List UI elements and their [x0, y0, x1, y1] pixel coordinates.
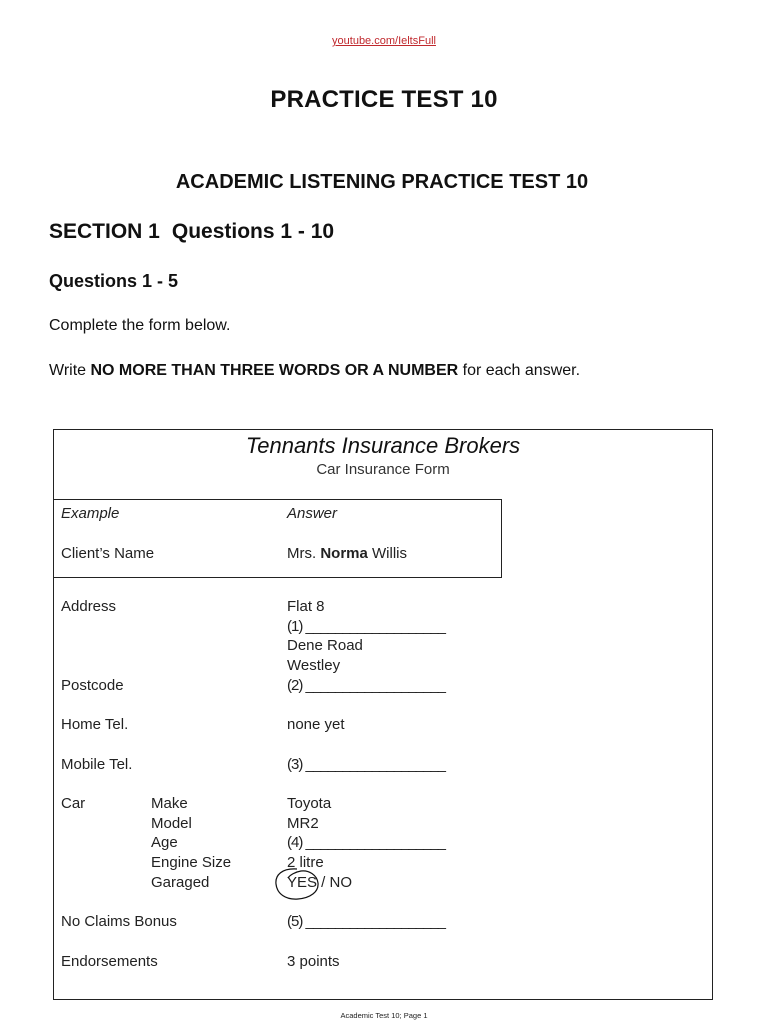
instruction-post: for each answer. [458, 362, 581, 379]
mobile-tel-label: Mobile Tel. [61, 756, 133, 773]
handdrawn-circle-mark [272, 866, 322, 902]
answer-label: Answer [287, 505, 338, 522]
instruction-complete-form: Complete the form below. [49, 317, 231, 334]
garaged-label: Garaged [151, 874, 210, 891]
test-title: ACADEMIC LISTENING PRACTICE TEST 10 [175, 171, 589, 193]
form-title: Tennants Insurance Brokers [245, 433, 521, 458]
answer-blank-4: (4) ___________________ [287, 834, 446, 851]
answer-blank-2: (2) ___________________ [287, 677, 446, 694]
client-name-label: Client’s Name [61, 545, 155, 562]
home-tel-label: Home Tel. [61, 716, 129, 733]
client-name-pre: Mrs. [287, 545, 321, 562]
source-link[interactable]: youtube.com/IeltsFull [332, 35, 436, 47]
question-range: Questions 1 - 5 [49, 271, 179, 291]
model-label: Model [151, 815, 192, 832]
instruction-word-limit [49, 362, 580, 380]
garaged-value: YES / NO [287, 874, 353, 891]
instruction-pre: Write [49, 362, 91, 379]
form-subtitle: Car Insurance Form [316, 461, 450, 478]
answer-blank-5: (5) ___________________ [287, 913, 446, 930]
section-heading [49, 220, 334, 244]
endorsements-label: Endorsements [61, 953, 158, 970]
example-box [53, 499, 502, 578]
make-value: Toyota [287, 795, 332, 812]
client-name-post: Willis [367, 545, 407, 562]
age-label: Age [151, 834, 178, 851]
address-label: Address [61, 598, 117, 615]
address-line-3: Dene Road [287, 637, 363, 654]
engine-size-value: 2 litre [287, 854, 324, 871]
instruction-bold: NO MORE THAN THREE WORDS OR A NUMBER [90, 362, 459, 379]
answer-blank-1: (1) ___________________ [287, 618, 446, 635]
model-value: MR2 [287, 815, 319, 832]
home-tel-value: none yet [287, 716, 345, 733]
client-name-bold: Norma [320, 545, 368, 562]
answer-blank-3: (3) ___________________ [287, 756, 446, 773]
car-label: Car [61, 795, 86, 812]
section-number: SECTION 1 [49, 220, 160, 243]
address-line-1: Flat 8 [287, 598, 325, 615]
postcode-label: Postcode [61, 677, 124, 694]
engine-size-label: Engine Size [151, 854, 232, 871]
page-footer: Academic Test 10; Page 1 [340, 1011, 428, 1020]
client-name-value [287, 544, 407, 564]
endorsements-value: 3 points [287, 953, 340, 970]
address-line-4: Westley [287, 657, 341, 674]
page-title: PRACTICE TEST 10 [270, 86, 498, 113]
section-questions: Questions 1 - 10 [171, 220, 335, 243]
example-label: Example [61, 505, 120, 522]
no-claims-label: No Claims Bonus [61, 913, 177, 930]
make-label: Make [151, 795, 188, 812]
